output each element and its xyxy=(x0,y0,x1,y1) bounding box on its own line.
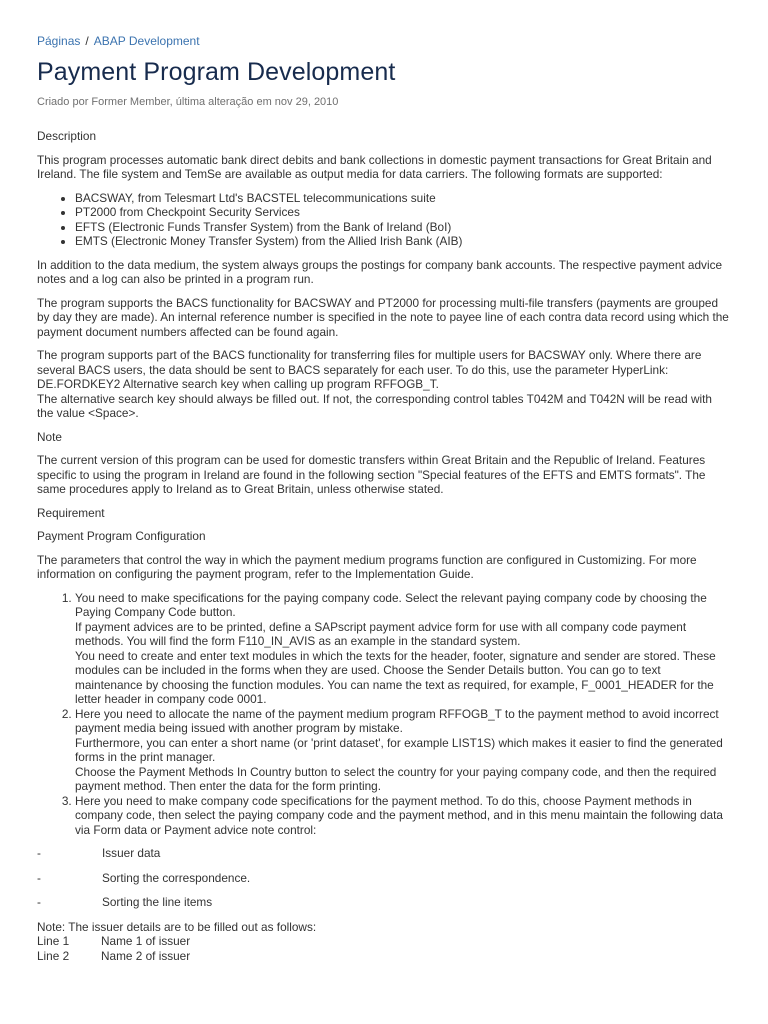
step-text: Choose the Payment Methods In Country button to select the country for your paying company code, and then the required payment method. Then enter the data for the form printing. xyxy=(75,764,717,793)
paragraph: The parameters that control the way in which the payment medium programs function are configured in Customizing. For more information on configuring the payment program, refer to the Implementation Guide. xyxy=(37,552,697,581)
step-text: Furthermore, you can enter a short name (or 'print dataset', for example LIST1S) which makes it easier to find the generated forms in the print manager. xyxy=(75,735,723,764)
page-content xyxy=(37,129,731,963)
list-item: • PT2000 from Checkpoint Security Services xyxy=(75,205,731,220)
step-text: 1. You need to make specifications for the paying company code. Select the relevant paying company code by choosing the Paying Company Code button. xyxy=(75,590,707,619)
formats-list xyxy=(37,191,731,249)
breadcrumb-link-abap-development[interactable]: ABAP Development xyxy=(93,34,200,48)
list-item xyxy=(75,794,731,838)
dash-item-text: Sorting the correspondence. xyxy=(102,870,251,885)
issuer-note: Note: The issuer details are to be filled out as follows: xyxy=(37,919,317,934)
step-text: You need to create and enter text modules in which the texts for the header, footer, signature and sender are stored. These modules can be included in the forms when they are used. Choose the Sender Details button. You can go to text maintenance by choosing the function modules. You can name the text as required, for example, F_0001_HEADER for the letter header in company code 0001. xyxy=(75,648,716,706)
page-meta: Criado por Former Member, última alteração em nov 29, 2010 xyxy=(37,96,339,108)
step-text: 3. Here you need to make company code specifications for the payment method. To do this, choose Payment methods in company code, then select the paying company code and the payment method, and in this menu maintain the following data via Form data or Payment advice note control: xyxy=(75,793,723,837)
heading-description: Description xyxy=(37,129,97,143)
list-item xyxy=(75,591,731,707)
heading-note: Note xyxy=(37,429,62,444)
paragraph: The current version of this program can be used for domestic transfers within Great Britain and the Republic of Ireland. Features specific to using the program in Ireland are found in the following section "Special features of the EFTS and EMTS formats". The same procedures apply to Ireland as to Great Britain, unless otherwise stated. xyxy=(37,453,706,496)
dash-marker: - xyxy=(37,846,41,860)
issuer-line xyxy=(37,949,731,964)
issuer-lines xyxy=(37,934,731,963)
paragraph: In addition to the data medium, the system always groups the postings for company bank accounts. The respective payment advice notes and a log can also be printed in a program run. xyxy=(37,257,723,286)
page-title: Payment Program Development xyxy=(37,58,396,86)
paragraph: The program supports the BACS functionality for BACSWAY and PT2000 for processing multi-file transfers (payments are grouped by day they are made). An internal reference number is specified in the note to payee line of each contra data record using which the payment document numbers affected can be found again. xyxy=(37,295,729,339)
list-item: • EFTS (Electronic Funds Transfer System) from the Bank of Ireland (BoI) xyxy=(75,220,731,235)
dash-item-text: Sorting the line items xyxy=(102,895,213,909)
dash-item xyxy=(37,871,731,886)
list-item: • EMTS (Electronic Money Transfer System) from the Allied Irish Bank (AIB) xyxy=(75,234,731,249)
paragraph: The alternative search key should always be filled out. If not, the corresponding control tables T042M and T042N will be read with the value <Space>. xyxy=(37,391,712,420)
breadcrumb-separator: / xyxy=(85,34,89,48)
step-text: If payment advices are to be printed, define a SAPscript payment advice form for use with all company code payment methods. You will find the form F110_IN_AVIS as an example in the standard system. xyxy=(75,619,687,648)
list-item: • BACSWAY, from Telesmart Ltd's BACSTEL telecommunications suite xyxy=(75,191,731,206)
paragraph xyxy=(37,348,731,392)
heading-payment-program-configuration: Payment Program Configuration xyxy=(37,529,206,543)
issuer-line-label: Line 2 xyxy=(37,948,70,963)
breadcrumb-link-paginas[interactable]: Páginas xyxy=(37,34,81,48)
dash-marker: - xyxy=(37,895,41,909)
issuer-line xyxy=(37,934,731,949)
paragraph-text: The program supports part of the BACS functionality for transferring files for multiple users for BACSWAY only. Where there are several BACS users, the data should be sent to BACS separately for each user. To do this, use the parameter HyperLink: DE.FORDKEY2 Alternative search key when calling up program RFFOGB_T. xyxy=(37,348,702,391)
dash-marker: - xyxy=(37,870,41,885)
issuer-line-label: Line 1 xyxy=(37,934,70,948)
breadcrumb xyxy=(37,34,200,48)
paragraph: This program processes automatic bank direct debits and bank collections in domestic payment transactions for Great Britain and Ireland. The file system and TemSe are available as output media for data carriers. The following formats are supported: xyxy=(37,152,712,181)
dash-item-text: Issuer data xyxy=(102,846,161,860)
issuer-line-value: Name 1 of issuer xyxy=(101,934,191,948)
issuer-line-value: Name 2 of issuer xyxy=(101,948,191,963)
steps-list xyxy=(37,591,731,838)
dash-item xyxy=(37,846,731,861)
step-text: 2. Here you need to allocate the name of the payment medium program RFFOGB_T to the payment method to avoid incorrect payment media being issued with another program by mistake. xyxy=(75,706,719,735)
dash-item xyxy=(37,895,731,910)
list-item xyxy=(75,707,731,794)
heading-requirement: Requirement xyxy=(37,505,105,520)
